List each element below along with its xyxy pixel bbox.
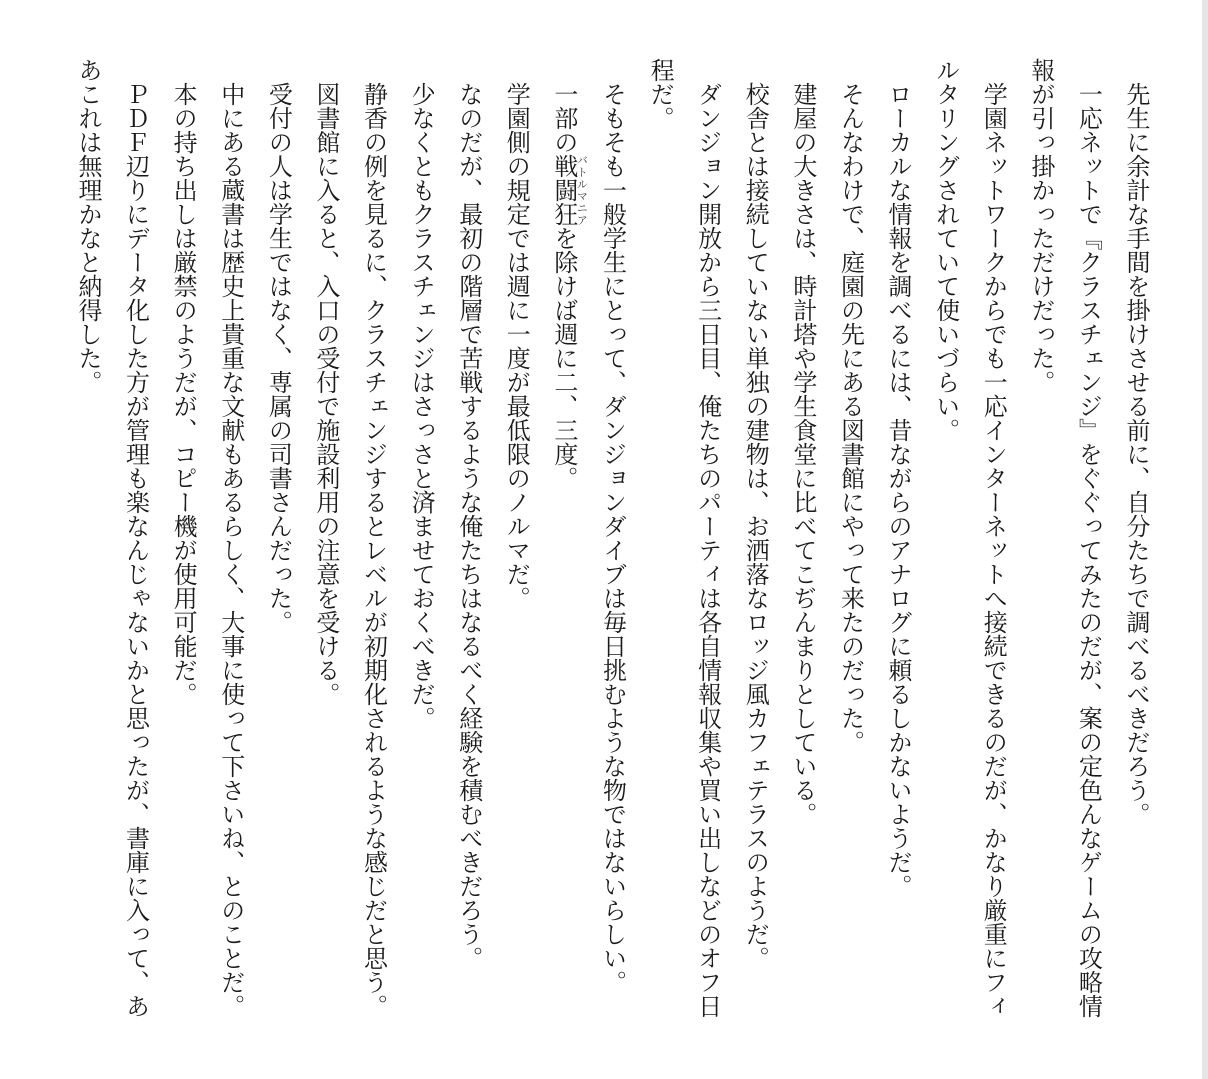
paragraph: 本の持ち出しは厳禁のようだが、コピー機が使用可能だ。 [169,82,198,706]
paragraph: 少なくともクラスチェンジはさっさと済ませておくべきだ。 [407,82,436,730]
paragraph: なのだが、最初の階層で苦戦するような俺たちはなるべく経験を積むべきだろう。 [454,82,483,970]
paragraph: 静香の例を見るに、クラスチェンジするとレベルが初期化されるような感じだと思う。 [359,82,388,1018]
paragraph: 中にある蔵書は歴史上貴重な文献もあるらしく、大事に使って下さいね、とのことだ。 [216,82,245,1018]
paragraph: ローカルな情報を調べるには、昔ながらのアナログに頼るしかないようだ。 [884,82,913,898]
ruby-before: 一部の [549,82,578,154]
paragraph: 図書館に入ると、入口の受付で施設利用の注意を受ける。 [311,82,340,706]
vertical-text-page [63,58,1159,1022]
paragraph: 校舎とは接続していない単独の建物は、お洒落なロッジ風カフェテラスのようだ。 [741,82,770,970]
ruby-annotation [549,154,589,226]
paragraph: 建屋の大きさは、時計塔や学生食堂に比べてこぢんまりとしている。 [788,82,817,826]
paragraph: 先生に余計な手間を掛けさせる前に、自分たちで調べるべきだろう。 [1122,82,1150,826]
paragraph: そんなわけで、庭園の先にある図書館にやって来たのだった。 [836,82,865,754]
ruby-after: を除けば週に二、三度。 [549,226,578,490]
paragraph: ダンジョン開放から三日目、俺たちのパーティは各自情報収集や買い出しなどのオフ日程だ。 [646,58,722,1018]
ruby-reading: バトルマニア [575,154,589,226]
scrollbar-track[interactable] [1202,0,1208,1079]
paragraph: 学園側の規定では週に一度が最低限のノルマだ。 [502,82,531,610]
paragraph: そもそも一般学生にとって、ダンジョンダイブは毎日挑むような物ではないらしい。 [598,82,627,994]
paragraph: 受付の人は学生ではなく、専属の司書さんだった。 [264,82,293,634]
paragraph: ＰＤＦ辺りにデータ化した方が管理も楽なんじゃないかと思ったが、書庫に入って、ああこれは無理かなと納得した。 [73,58,150,1018]
paragraph-with-ruby [539,58,588,1022]
paragraph: 学園ネットワークからでも一応インターネットへ接続できるのだが、かなり厳重にフィルタリングされていて使いづらい。 [931,58,1008,1018]
paragraph: 一応ネットで『クラスチェンジ』をぐぐってみたのだが、案の定色んなゲームの攻略情報が引っ掛かっただけだった。 [1026,58,1103,1018]
ruby-base: 戦闘狂 [549,154,578,226]
